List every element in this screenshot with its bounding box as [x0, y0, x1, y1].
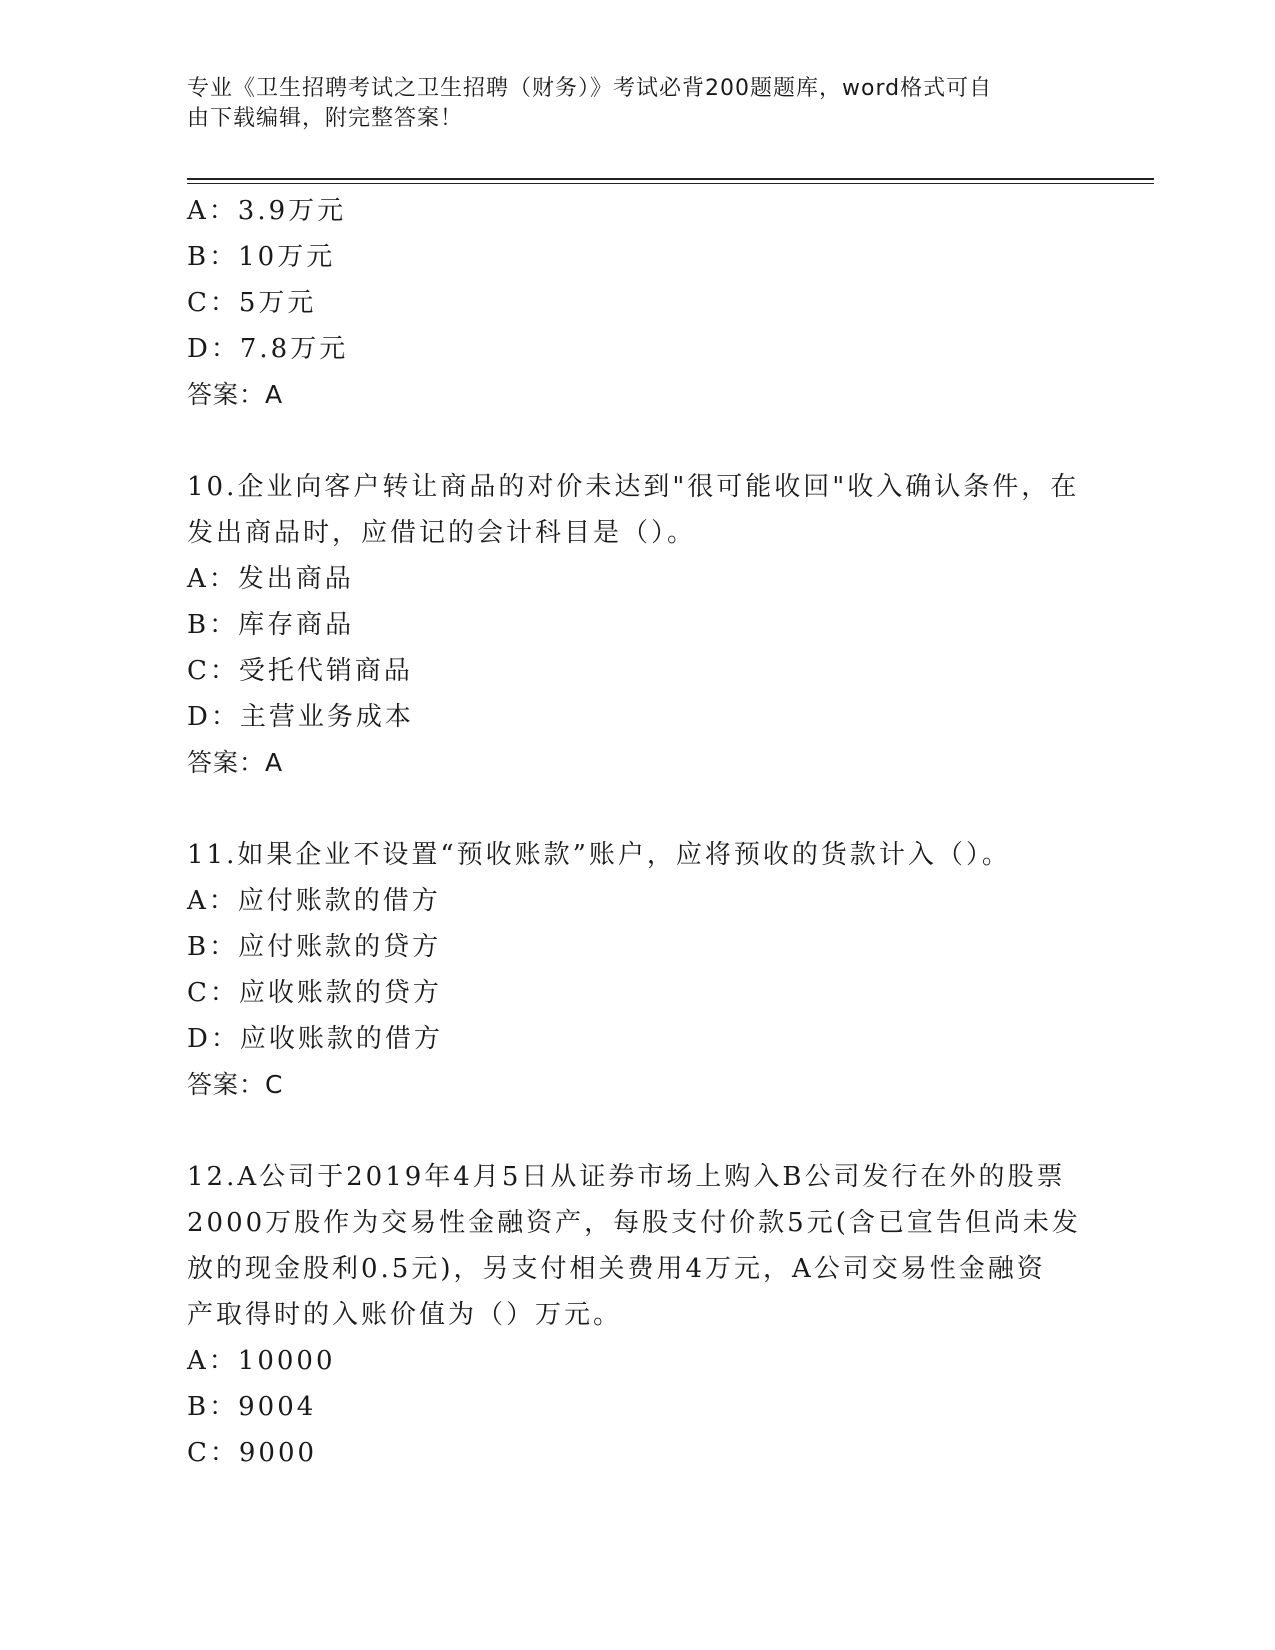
question-10: [187, 464, 1087, 786]
option-b: B：应付账款的贷方: [187, 932, 442, 962]
stem-line: 11.如果企业不设置“预收账款”账户，应将预收的货款计入（）。: [187, 840, 1011, 870]
stem-line: 产取得时的入账价值为（）万元。: [187, 1300, 623, 1330]
question-stem: [187, 832, 1087, 878]
option-a: A：发出商品: [187, 564, 354, 594]
stem-line: 放的现金股利0.5元)，另支付相关费用4万元，A公司交易性金融资: [187, 1254, 1046, 1284]
question-9: [187, 188, 1087, 418]
answer: 答案：A: [187, 748, 284, 777]
answer: 答案：C: [187, 1070, 284, 1099]
stem-line: 10.企业向客户转让商品的对价未达到"很可能收回"收入确认条件，在: [187, 472, 1080, 502]
option-d: D：主营业务成本: [187, 702, 414, 732]
option-c: C：9000: [187, 1438, 318, 1468]
stem-line: 发出商品时，应借记的会计科目是（）。: [187, 518, 697, 548]
question-stem: [187, 1154, 1087, 1338]
stem-line: 2000万股作为交易性金融资产，每股支付价款5元(含已宣告但尚未发: [187, 1208, 1081, 1238]
document-header: [187, 74, 1077, 134]
option-d: D：7.8万元: [187, 334, 349, 364]
option-b: B：9004: [187, 1392, 317, 1422]
option-c: C：受托代销商品: [187, 656, 413, 686]
question-11: [187, 832, 1087, 1108]
option-a: A：应付账款的借方: [187, 886, 441, 916]
option-b: B：10万元: [187, 242, 336, 272]
stem-line: 12.A公司于2019年4月5日从证券市场上购入B公司发行在外的股票: [187, 1162, 1066, 1192]
option-c: C：应收账款的贷方: [187, 978, 442, 1008]
header-divider-thin: [187, 183, 1154, 184]
question-12: [187, 1154, 1087, 1476]
header-divider-thick: [187, 178, 1154, 180]
option-a: A：10000: [187, 1346, 336, 1376]
question-stem: [187, 464, 1087, 556]
option-d: D：应收账款的借方: [187, 1024, 443, 1054]
option-a: A：3.9万元: [187, 196, 347, 226]
header-line-2: 由下载编辑，附完整答案！: [187, 106, 464, 131]
option-b: B：库存商品: [187, 610, 355, 640]
answer: 答案：A: [187, 380, 284, 409]
option-c: C：5万元: [187, 288, 317, 318]
header-line-1: 专业《卫生招聘考试之卫生招聘（财务）》考试必背200题题库，word格式可自: [187, 76, 993, 101]
question-list: [187, 188, 1087, 1476]
